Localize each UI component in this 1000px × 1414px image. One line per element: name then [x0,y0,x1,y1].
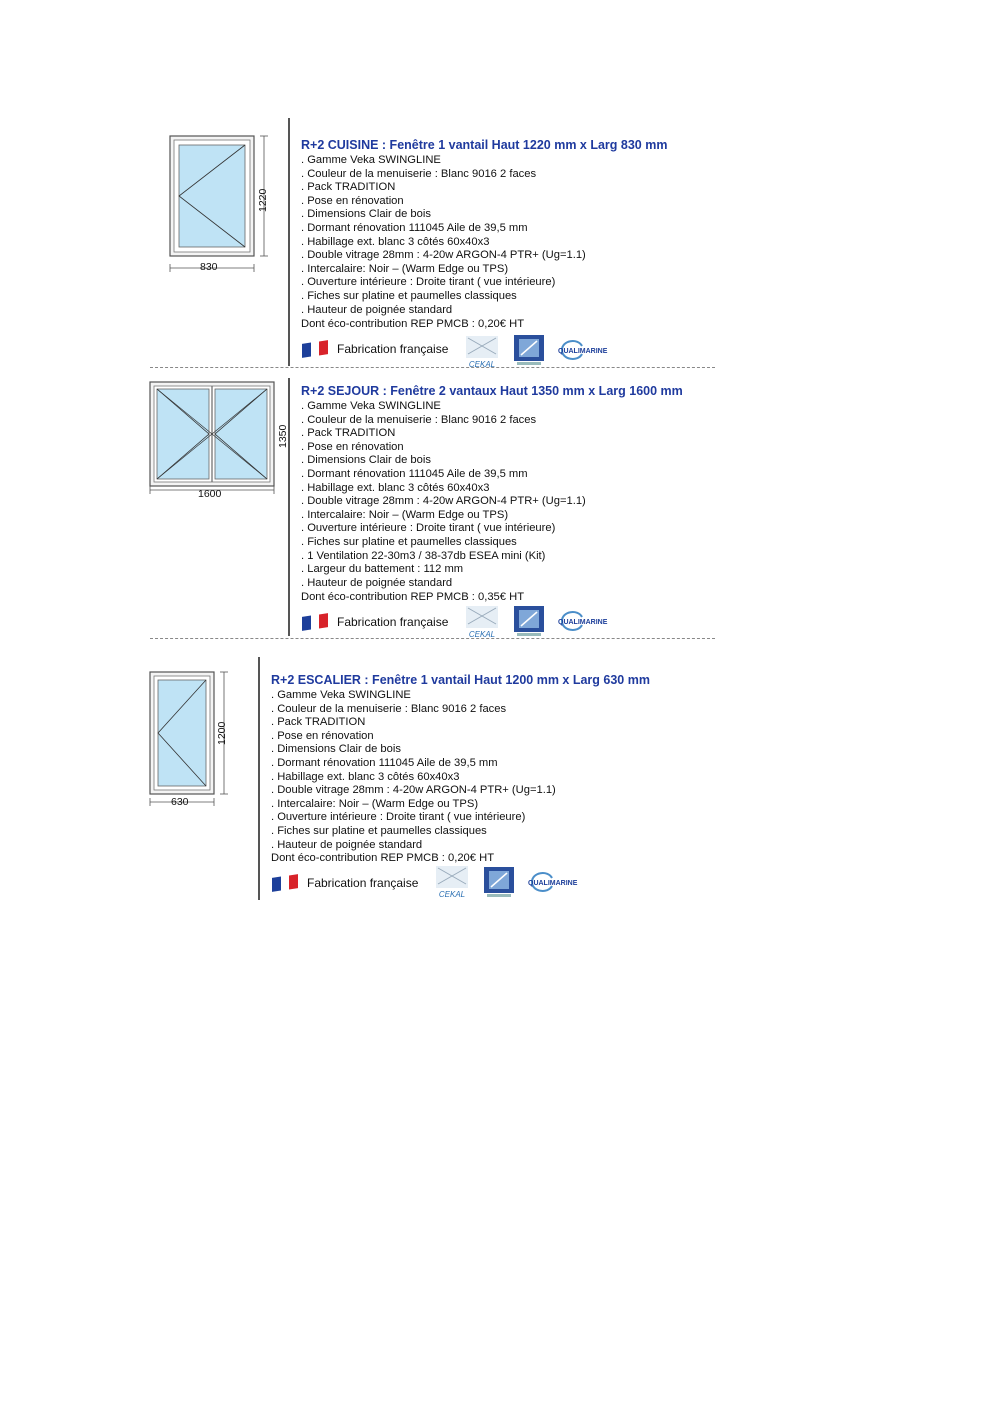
svg-text:CEKAL: CEKAL [468,360,496,369]
spec-item: . Fiches sur platine et paumelles classiques [301,289,517,302]
height-dimension-label: 1200 [216,721,228,745]
spec-item: . Hauteur de poignée standard [301,576,453,589]
height-dimension-label: 1220 [257,188,269,212]
width-dimension-label: 1600 [198,488,222,500]
width-dimension-label: 830 [200,261,218,273]
spec-item: . Double vitrage 28mm : 4-20w ARGON-4 PTR+ (Ug=1.1) [301,249,586,262]
certification-logo-icon [483,866,515,898]
spec-item: . Pose en rénovation [301,440,404,453]
spec-item: . Hauteur de poignée standard [301,303,453,316]
spec-item: . Dormant rénovation 111045 Aile de 39,5 mm [271,756,498,769]
qualimarine-logo-icon [556,336,608,364]
qualimarine-logo-icon [526,868,578,896]
spec-item: . Intercalaire: Noir – (Warm Edge ou TPS) [301,262,509,275]
spec-item: . Double vitrage 28mm : 4-20w ARGON-4 PTR+ (Ug=1.1) [271,784,556,797]
spec-item: . Pack TRADITION [301,427,396,440]
spec-item: . Dimensions Clair de bois [301,208,431,221]
french-flag-icon [272,874,298,892]
spec-item: . Double vitrage 28mm : 4-20w ARGON-4 PTR+ (Ug=1.1) [301,495,586,508]
spec-item: . Dimensions Clair de bois [271,743,401,756]
qualimarine-logo-icon [556,607,608,635]
eco-contribution: Dont éco-contribution REP PMCB : 0,20€ HT [301,318,525,330]
section-title: R+2 CUISINE : Fenêtre 1 vantail Haut 1220 mm x Larg 830 mm [301,138,668,152]
spec-item: . Habillage ext. blanc 3 côtés 60x40x3 [301,481,490,494]
spec-item: . Habillage ext. blanc 3 côtés 60x40x3 [301,235,490,248]
certification-logo-icon [513,334,545,366]
spec-item: . Couleur de la menuiserie : Blanc 9016 2 faces [301,413,537,426]
fabrication-label: Fabrication française [307,876,419,890]
cekal-logo-icon [464,604,500,640]
fabrication-label: Fabrication française [337,342,449,356]
spec-item: . Pack TRADITION [271,716,366,729]
svg-text:CEKAL: CEKAL [438,890,466,899]
vertical-divider [288,118,290,366]
spec-item: . Pose en rénovation [271,729,374,742]
spec-list [301,154,586,317]
eco-contribution: Dont éco-contribution REP PMCB : 0,35€ HT [301,591,525,603]
section-separator [150,638,715,639]
spec-item: . Dimensions Clair de bois [301,454,431,467]
spec-item: . Ouverture intérieure : Droite tirant ( vue intérieure) [301,522,556,535]
svg-text:QUALIMARINE: QUALIMARINE [558,348,608,355]
height-dimension-label: 1350 [277,424,289,448]
spec-item: . Ouverture intérieure : Droite tirant ( vue intérieure) [271,811,526,824]
section-separator [150,367,715,368]
spec-item: . Intercalaire: Noir – (Warm Edge ou TPS) [301,508,509,521]
spec-list [301,400,586,590]
vertical-divider [258,657,260,900]
spec-item: . Gamme Veka SWINGLINE [301,400,441,412]
french-flag-icon [302,340,328,358]
spec-item: . Couleur de la menuiserie : Blanc 9016 2 faces [301,167,537,180]
svg-text:CEKAL: CEKAL [468,630,496,639]
spec-item: . Intercalaire: Noir – (Warm Edge ou TPS) [271,797,479,810]
spec-list [271,689,556,852]
spec-item: . Pose en rénovation [301,194,404,207]
spec-item: . Dormant rénovation 111045 Aile de 39,5 mm [301,467,528,480]
spec-item: . Dormant rénovation 111045 Aile de 39,5 mm [301,221,528,234]
cekal-logo-icon [434,864,470,900]
french-flag-icon [302,613,328,631]
cekal-logo-icon [464,334,500,370]
spec-item: . 1 Ventilation 22-30m3 / 38-37db ESEA mini (Kit) [301,549,546,562]
spec-item: . Fiches sur platine et paumelles classiques [271,824,487,837]
svg-text:QUALIMARINE: QUALIMARINE [528,880,578,887]
spec-item: . Largeur du battement : 112 mm [301,563,464,576]
spec-item: . Gamme Veka SWINGLINE [301,154,441,166]
section-title: R+2 SEJOUR : Fenêtre 2 vantaux Haut 1350 mm x Larg 1600 mm [301,384,683,398]
spec-item: . Gamme Veka SWINGLINE [271,689,411,701]
spec-item: . Couleur de la menuiserie : Blanc 9016 2 faces [271,702,507,715]
fabrication-label: Fabrication française [337,615,449,629]
spec-item: . Fiches sur platine et paumelles classiques [301,535,517,548]
certification-logo-icon [513,605,545,637]
spec-item: . Pack TRADITION [301,181,396,194]
window-drawing-double-sash [140,374,292,506]
eco-contribution: Dont éco-contribution REP PMCB : 0,20€ HT [271,852,495,864]
spec-item: . Habillage ext. blanc 3 côtés 60x40x3 [271,770,460,783]
section-title: R+2 ESCALIER : Fenêtre 1 vantail Haut 1200 mm x Larg 630 mm [271,673,650,687]
spec-item: . Ouverture intérieure : Droite tirant ( vue intérieure) [301,276,556,289]
svg-text:QUALIMARINE: QUALIMARINE [558,619,608,626]
spec-item: . Hauteur de poignée standard [271,838,423,851]
width-dimension-label: 630 [171,796,189,808]
